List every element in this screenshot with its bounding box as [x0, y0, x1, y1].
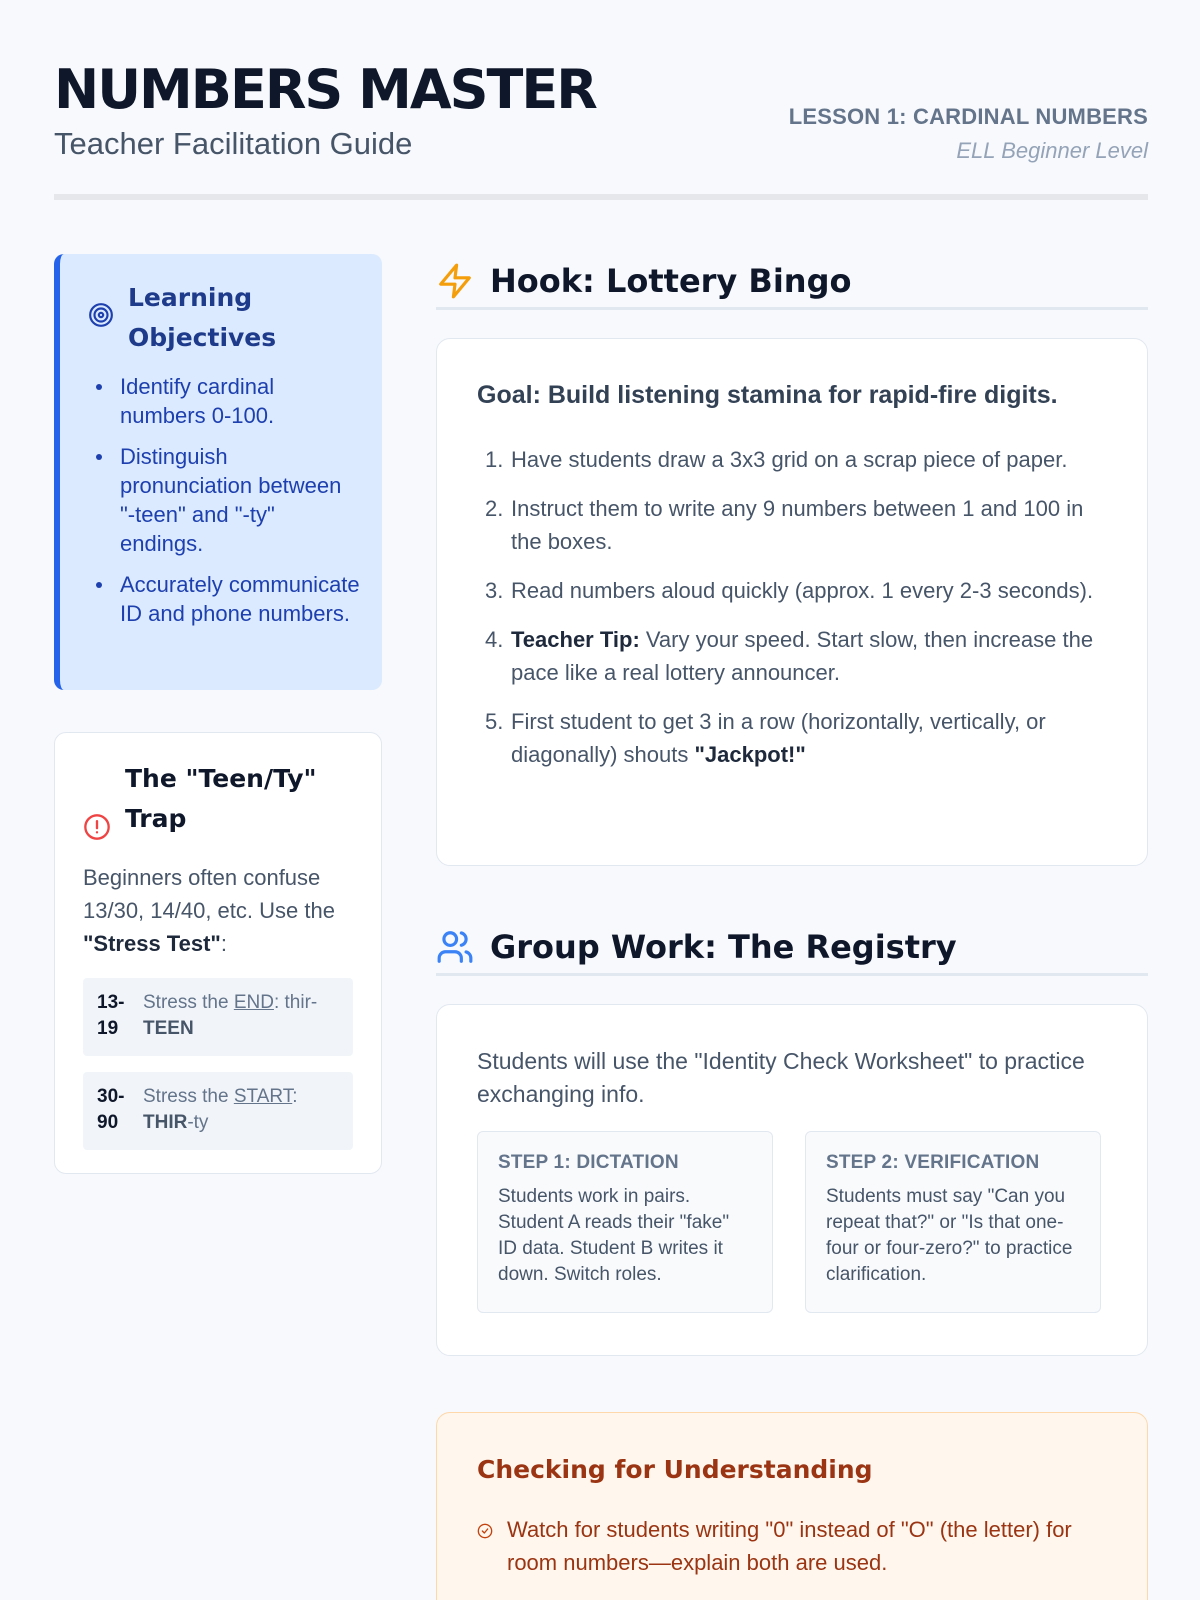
objectives-title: Learning Objectives [128, 283, 277, 352]
step-text: Students must say "Can you repeat that?" or "Is that one-four or four-zero?" to practice clarification. [826, 1186, 1073, 1285]
objectives-list [88, 372, 362, 628]
trap-description [83, 861, 353, 960]
stress-row-ty [83, 1072, 353, 1150]
lightning-icon [436, 262, 474, 300]
step-label: STEP 1: DICTATION [498, 1152, 679, 1173]
page [54, 0, 1148, 1575]
jackpot-text: "Jackpot!" [694, 742, 806, 767]
hook-step [485, 623, 1105, 689]
registry-intro: Students will use the "Identity Check Worksheet" to practice exchanging info. [477, 1048, 1085, 1107]
page-subtitle: Teacher Facilitation Guide [54, 126, 413, 161]
registry-section-header [436, 920, 1148, 976]
trap-text-lead: Beginners often confuse 13/30, 14/40, etc. Use the [83, 865, 335, 923]
hook-step [485, 705, 1105, 771]
hook-steps-list [485, 443, 1105, 787]
trap-text-tail: : [220, 931, 227, 956]
step-text: Vary your speed. Start slow, then increase the pace like a real lottery announcer. [511, 627, 1094, 685]
hook-step [485, 492, 1105, 558]
stress-range: 13-19 [97, 992, 125, 1039]
step-number: 5. [485, 709, 504, 734]
trap-header [83, 759, 353, 841]
step-label: STEP 2: VERIFICATION [826, 1152, 1040, 1173]
stress-description [143, 990, 339, 1044]
stress-tail: -ty [187, 1112, 209, 1133]
step-number: 2. [485, 496, 504, 521]
trap-text-bold: "Stress Test" [83, 931, 221, 956]
step-text: Students work in pairs. Student A reads their "fake" ID data. Student B writes it down. Switch roles. [498, 1186, 730, 1285]
check-circle-icon [477, 1523, 493, 1539]
stress-range: 30-90 [97, 1086, 125, 1133]
stress-mid: : [292, 1086, 298, 1107]
cfu-title: Checking for Understanding [477, 1455, 873, 1484]
objectives-header [88, 278, 362, 358]
stress-syllable: TEEN [143, 1018, 194, 1039]
lesson-title: LESSON 1: CARDINAL NUMBERS [788, 104, 1148, 129]
stress-syllable: THIR [143, 1112, 188, 1133]
stress-row-teen [83, 978, 353, 1056]
learning-objectives-card [54, 254, 382, 690]
step-card-verification [805, 1131, 1101, 1313]
step-number: 3. [485, 578, 504, 603]
objective-item: Accurately communicate ID and phone numbers. [88, 570, 362, 628]
step-text: Read numbers aloud quickly (approx. 1 every 2-3 seconds). [511, 578, 1094, 603]
alert-circle-icon [83, 813, 111, 841]
cfu-item [477, 1513, 1097, 1579]
stress-key: START [233, 1086, 293, 1107]
step-number: 4. [485, 627, 504, 652]
hook-goal: Goal: Build listening stamina for rapid-fire digits. [477, 381, 1058, 409]
target-icon [88, 302, 114, 328]
teacher-tip-label: Teacher Tip: [511, 627, 640, 652]
lesson-level: ELL Beginner Level [956, 138, 1148, 163]
step-number: 1. [485, 447, 504, 472]
step-text: Have students draw a 3x3 grid on a scrap piece of paper. [511, 447, 1068, 472]
trap-title: The "Teen/Ty" Trap [125, 764, 317, 833]
step-card-dictation [477, 1131, 773, 1313]
step-text: Instruct them to write any 9 numbers between 1 and 100 in the boxes. [511, 496, 1084, 554]
page-title: NUMBERS MASTER [54, 58, 596, 121]
cfu-item-text: Watch for students writing "0" instead of "O" (the letter) for room numbers—explain both are used. [507, 1517, 1072, 1575]
hook-step [485, 574, 1105, 607]
objective-item: Identify cardinal numbers 0-100. [88, 372, 362, 430]
registry-title: Group Work: The Registry [490, 927, 957, 966]
cfu-list [477, 1513, 1097, 1591]
stress-mid: : thir- [273, 992, 318, 1013]
hook-title: Hook: Lottery Bingo [490, 261, 852, 300]
step-text: First student to get 3 in a row (horizontally, vertically, or diagonally) shouts [511, 709, 1046, 767]
hook-step [485, 443, 1105, 476]
users-icon [436, 928, 474, 966]
hook-card [436, 338, 1148, 866]
page-header [54, 0, 1148, 200]
stress-lead: Stress the [143, 1086, 234, 1107]
objective-item: Distinguish pronunciation between "-teen" and "-ty" endings. [88, 442, 362, 558]
hook-section-header [436, 254, 1148, 310]
teen-ty-trap-card [54, 732, 382, 1174]
stress-key: END [233, 992, 274, 1013]
stress-lead: Stress the [143, 992, 234, 1013]
checking-understanding-card [436, 1412, 1148, 1600]
stress-description [143, 1084, 339, 1138]
registry-card [436, 1004, 1148, 1356]
